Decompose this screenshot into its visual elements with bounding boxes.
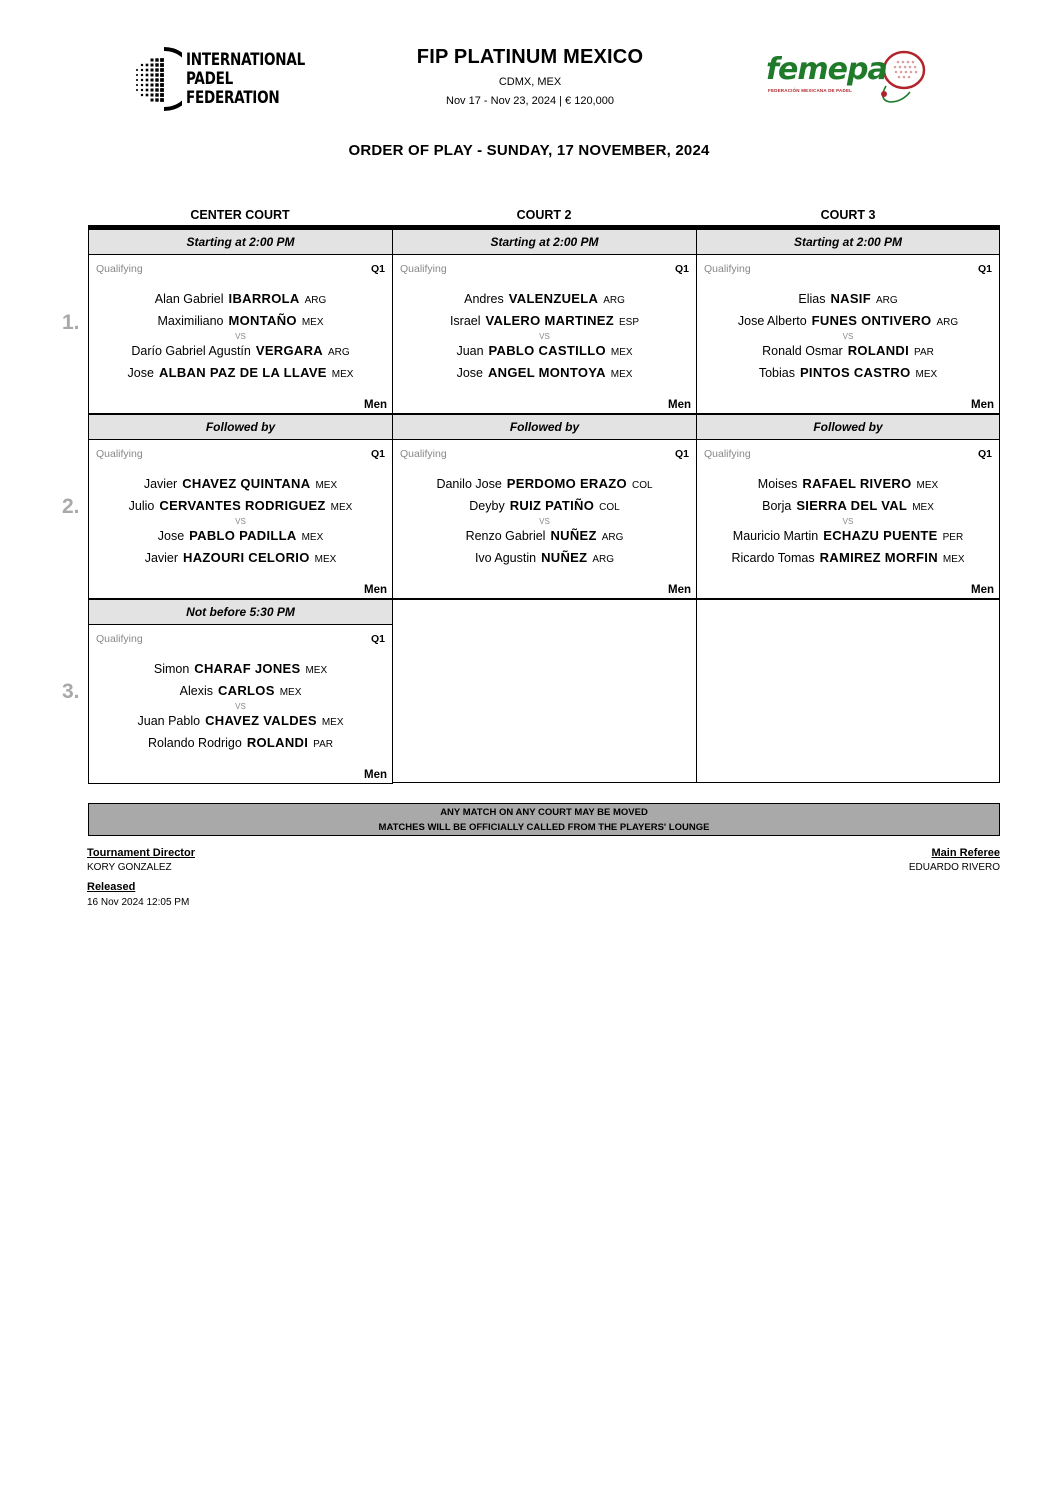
player-line — [697, 289, 999, 311]
femepa-wordmark: femepa — [766, 52, 887, 87]
player-nationality: COL — [599, 502, 620, 513]
player-first-name: Darío Gabriel Agustín — [131, 344, 251, 358]
match-type: Qualifying — [96, 448, 143, 460]
player-line — [697, 548, 999, 570]
player-first-name: Julio — [128, 499, 155, 513]
court-header-3: COURT 3 — [820, 208, 876, 222]
match-players — [89, 659, 392, 755]
court-header-2: COURT 2 — [516, 208, 572, 222]
main-referee-label: Main Referee — [931, 847, 1000, 859]
player-line — [89, 681, 392, 703]
player-nationality: MEX — [301, 532, 324, 543]
player-last-name: CHAVEZ QUINTANA — [182, 476, 311, 491]
player-nationality: MEX — [915, 369, 938, 380]
player-first-name: Jose — [456, 366, 483, 380]
player-nationality: MEX — [314, 554, 337, 565]
player-nationality: MEX — [315, 480, 338, 491]
match-players — [697, 289, 999, 385]
match-round: Q1 — [977, 448, 992, 460]
player-last-name: IBARROLA — [228, 291, 300, 306]
player-last-name: ALBAN PAZ DE LA LLAVE — [158, 365, 327, 380]
player-nationality: ARG — [603, 295, 625, 306]
player-first-name: Juan — [456, 344, 484, 358]
slot-time-header: Not before 5:30 PM — [88, 599, 393, 625]
match-category: Men — [668, 399, 691, 411]
player-first-name: Rolando Rodrigo — [148, 736, 242, 750]
player-line — [89, 496, 392, 518]
player-nationality: ARG — [592, 554, 615, 565]
match-type: Qualifying — [400, 448, 447, 460]
player-line — [89, 733, 392, 755]
player-first-name: Jose Alberto — [737, 314, 807, 328]
player-last-name: RAFAEL RIVERO — [802, 476, 912, 491]
player-line — [393, 548, 696, 570]
player-nationality: MEX — [912, 502, 934, 513]
player-nationality: MEX — [279, 687, 302, 698]
player-last-name: CHAVEZ VALDES — [205, 713, 317, 728]
tournament-director-name: KORY GONZALEZ — [87, 862, 172, 873]
player-nationality: PER — [942, 532, 964, 543]
player-last-name: ROLANDI — [847, 343, 910, 358]
match-round: Q1 — [370, 448, 385, 460]
notice-banner: ANY MATCH ON ANY COURT MAY BE MOVED MATCHES WILL BE OFFICIALLY CALLED FROM THE PLAYERS' LOUNGE — [88, 803, 1000, 836]
player-line — [697, 311, 999, 333]
released-value: 16 Nov 2024 12:05 PM — [87, 897, 190, 908]
vs-label: VS — [539, 517, 550, 526]
vs-label: VS — [842, 332, 854, 341]
player-last-name: CERVANTES RODRIGUEZ — [159, 498, 326, 513]
player-line — [393, 496, 696, 518]
player-last-name: RUIZ PATIÑO — [509, 498, 595, 513]
slot-time-header: Followed by — [696, 414, 1000, 440]
player-last-name: NUÑEZ — [550, 528, 597, 543]
match-card — [392, 439, 697, 599]
match-type: Qualifying — [96, 633, 143, 645]
vs-label: VS — [539, 332, 550, 341]
match-card — [88, 254, 393, 414]
slot-time-header: Followed by — [392, 414, 697, 440]
player-first-name: Renzo Gabriel — [465, 529, 546, 543]
player-line — [89, 548, 392, 570]
match-category: Men — [971, 584, 994, 596]
player-nationality: ARG — [601, 532, 624, 543]
player-line — [89, 474, 392, 496]
player-nationality: ARG — [304, 295, 327, 306]
player-line — [89, 711, 392, 733]
player-line — [393, 526, 696, 548]
player-first-name: Ronald Osmar — [762, 344, 843, 358]
match-card — [696, 254, 1000, 414]
player-line — [393, 311, 696, 333]
player-line — [89, 363, 392, 385]
player-line — [697, 526, 999, 548]
player-last-name: VALENZUELA — [508, 291, 599, 306]
slot-time-header: Starting at 2:00 PM — [88, 229, 393, 255]
slot-time-header: Starting at 2:00 PM — [392, 229, 697, 255]
ipf-logo — [134, 46, 305, 112]
player-line — [393, 289, 696, 311]
player-line — [89, 289, 392, 311]
match-players — [89, 474, 392, 570]
player-nationality: COL — [631, 480, 653, 491]
player-first-name: Israel — [449, 314, 481, 328]
player-line — [697, 474, 999, 496]
match-category: Men — [668, 584, 691, 596]
tournament-director-label: Tournament Director — [87, 847, 195, 859]
player-nationality: MEX — [330, 502, 353, 513]
main-referee-name: EDUARDO RIVERO — [908, 862, 1000, 873]
match-round: Q1 — [370, 263, 385, 275]
slot-time-header: Starting at 2:00 PM — [696, 229, 1000, 255]
order-of-play-title: ORDER OF PLAY - SUNDAY, 17 NOVEMBER, 2024 — [348, 142, 710, 159]
player-nationality: MEX — [301, 317, 324, 328]
player-last-name: FUNES ONTIVERO — [811, 313, 932, 328]
match-card — [392, 254, 697, 414]
match-round: Q1 — [674, 448, 689, 460]
match-players — [697, 474, 999, 570]
match-card — [88, 624, 393, 784]
femepa-subtitle: FEDERACIÓN MEXICANA DE PADEL — [768, 88, 853, 93]
player-first-name: Moises — [757, 477, 798, 491]
player-line — [697, 363, 999, 385]
player-first-name: Borja — [762, 499, 792, 513]
player-last-name: RAMIREZ MORFIN — [819, 550, 938, 565]
match-players — [393, 474, 696, 570]
player-line — [393, 363, 696, 385]
player-first-name: Elias — [798, 292, 826, 306]
player-nationality: MEX — [610, 347, 633, 358]
player-line — [393, 474, 696, 496]
ipf-logo-text: INTERNATIONAL PADEL FEDERATION — [186, 50, 305, 107]
row-number: 3. — [62, 680, 80, 703]
player-first-name: Maximiliano — [157, 314, 224, 328]
match-type: Qualifying — [704, 448, 751, 460]
player-last-name: CHARAF JONES — [194, 661, 301, 676]
empty-court-slot — [696, 599, 1000, 783]
player-first-name: Javier — [143, 477, 178, 491]
player-first-name: Andres — [464, 292, 504, 306]
player-nationality: MEX — [305, 665, 328, 676]
match-round: Q1 — [977, 263, 992, 275]
match-players — [393, 289, 696, 385]
player-last-name: VERGARA — [255, 343, 323, 358]
femepa-logo — [760, 44, 930, 112]
row-number: 2. — [62, 495, 80, 518]
player-last-name: VALERO MARTINEZ — [485, 313, 615, 328]
player-first-name: Deyby — [469, 499, 505, 513]
player-last-name: NASIF — [830, 291, 871, 306]
player-nationality: PAR — [313, 739, 333, 750]
vs-label: VS — [842, 517, 854, 526]
player-last-name: ECHAZU PUENTE — [823, 528, 938, 543]
player-last-name: ANGEL MONTOYA — [487, 365, 606, 380]
player-last-name: PINTOS CASTRO — [799, 365, 911, 380]
player-first-name: Simon — [153, 662, 190, 676]
player-first-name: Javier — [144, 551, 179, 565]
player-nationality: ARG — [327, 347, 350, 358]
match-type: Qualifying — [96, 263, 143, 275]
vs-label: VS — [235, 332, 246, 341]
player-line — [89, 659, 392, 681]
released-label: Released — [87, 881, 136, 893]
match-category: Men — [364, 399, 387, 411]
player-first-name: Ivo Agustin — [474, 551, 537, 565]
tournament-location: CDMX, MEX — [498, 76, 562, 88]
player-line — [697, 496, 999, 518]
player-line — [89, 526, 392, 548]
vs-label: VS — [235, 517, 246, 526]
match-players — [89, 289, 392, 385]
match-category: Men — [364, 769, 387, 781]
empty-court-slot — [392, 599, 697, 783]
player-nationality: MEX — [942, 554, 965, 565]
ipf-ball-icon — [134, 46, 182, 112]
tournament-header — [330, 46, 730, 107]
player-first-name: Jose — [157, 529, 185, 543]
player-nationality: ESP — [619, 317, 640, 328]
player-last-name: PABLO PADILLA — [189, 528, 297, 543]
player-nationality: MEX — [321, 717, 344, 728]
tournament-title: FIP PLATINUM MEXICO — [416, 46, 644, 68]
player-line — [393, 341, 696, 363]
match-type: Qualifying — [400, 263, 447, 275]
player-first-name: Danilo Jose — [436, 477, 502, 491]
tournament-dates: Nov 17 - Nov 23, 2024 | € 120,000 — [446, 95, 614, 107]
match-card — [88, 439, 393, 599]
player-last-name: MONTAÑO — [228, 313, 297, 328]
player-nationality: PAR — [914, 347, 934, 358]
match-card — [696, 439, 1000, 599]
court-header-center: CENTER COURT — [190, 208, 290, 222]
player-first-name: Alan Gabriel — [154, 292, 224, 306]
player-last-name: PABLO CASTILLO — [488, 343, 606, 358]
player-nationality: MEX — [916, 480, 939, 491]
player-nationality: MEX — [610, 369, 633, 380]
player-last-name: HAZOURI CELORIO — [183, 550, 310, 565]
slot-time-header: Followed by — [88, 414, 393, 440]
match-round: Q1 — [370, 633, 385, 645]
match-round: Q1 — [674, 263, 689, 275]
player-line — [89, 311, 392, 333]
player-line — [89, 341, 392, 363]
player-first-name: Tobias — [758, 366, 795, 380]
player-first-name: Juan Pablo — [137, 714, 201, 728]
player-first-name: Jose — [127, 366, 154, 380]
player-last-name: NUÑEZ — [541, 550, 588, 565]
player-first-name: Ricardo Tomas — [731, 551, 815, 565]
player-nationality: ARG — [875, 295, 898, 306]
row-number: 1. — [62, 311, 80, 334]
player-last-name: SIERRA DEL VAL — [796, 498, 908, 513]
player-first-name: Mauricio Martin — [732, 529, 819, 543]
player-first-name: Alexis — [179, 684, 213, 698]
player-last-name: ROLANDI — [246, 735, 309, 750]
vs-label: VS — [235, 702, 246, 711]
player-nationality: MEX — [331, 369, 354, 380]
match-type: Qualifying — [704, 263, 751, 275]
match-category: Men — [364, 584, 387, 596]
player-nationality: ARG — [936, 317, 959, 328]
player-last-name: CARLOS — [217, 683, 275, 698]
player-line — [697, 341, 999, 363]
match-category: Men — [971, 399, 994, 411]
player-last-name: PERDOMO ERAZO — [506, 476, 627, 491]
